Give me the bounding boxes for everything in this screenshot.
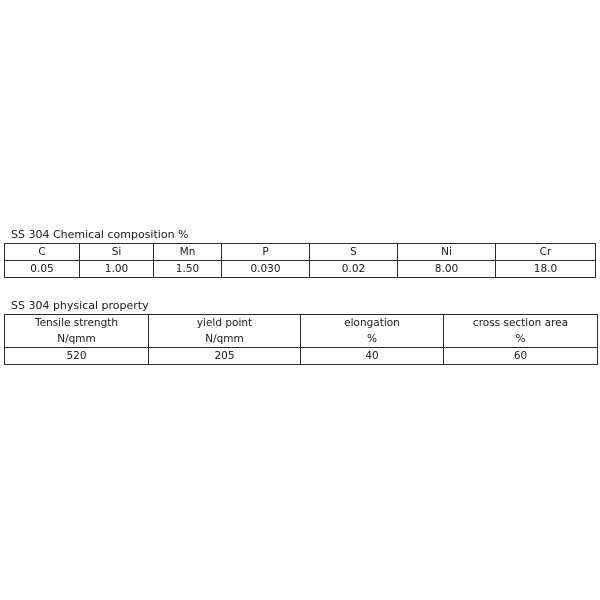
column-header-si: Si [80, 244, 154, 261]
table-row [5, 348, 598, 365]
chemical-composition-caption: SS 304 Chemical composition % [11, 228, 189, 241]
table-header-row [5, 244, 596, 261]
cell-value-tensile-strength: 520 [5, 348, 149, 365]
cell-value-yield-point: 205 [149, 348, 301, 365]
cell-value-p: 0.030 [222, 261, 310, 278]
cell-value-mn: 1.50 [154, 261, 222, 278]
physical-property-table [4, 314, 598, 365]
column-header-tensile-strength: Tensile strength [5, 315, 149, 332]
column-header-cross-section-area: cross section area [444, 315, 598, 332]
unit-yield-point: N/qmm [149, 331, 301, 348]
cell-value-cross-section-area: 60 [444, 348, 598, 365]
table-unit-row [5, 331, 598, 348]
column-header-mn: Mn [154, 244, 222, 261]
column-header-elongation: elongation [301, 315, 444, 332]
unit-elongation: % [301, 331, 444, 348]
cell-value-s: 0.02 [310, 261, 398, 278]
table-row [5, 261, 596, 278]
cell-value-si: 1.00 [80, 261, 154, 278]
column-header-p: P [222, 244, 310, 261]
cell-value-elongation: 40 [301, 348, 444, 365]
column-header-ni: Ni [398, 244, 496, 261]
chemical-composition-table [4, 243, 596, 278]
unit-tensile-strength: N/qmm [5, 331, 149, 348]
cell-value-ni: 8.00 [398, 261, 496, 278]
column-header-c: C [5, 244, 80, 261]
cell-value-cr: 18.0 [496, 261, 596, 278]
unit-cross-section-area: % [444, 331, 598, 348]
column-header-yield-point: yield point [149, 315, 301, 332]
cell-value-c: 0.05 [5, 261, 80, 278]
column-header-cr: Cr [496, 244, 596, 261]
column-header-s: S [310, 244, 398, 261]
table-header-row [5, 315, 598, 332]
physical-property-caption: SS 304 physical property [11, 299, 149, 312]
